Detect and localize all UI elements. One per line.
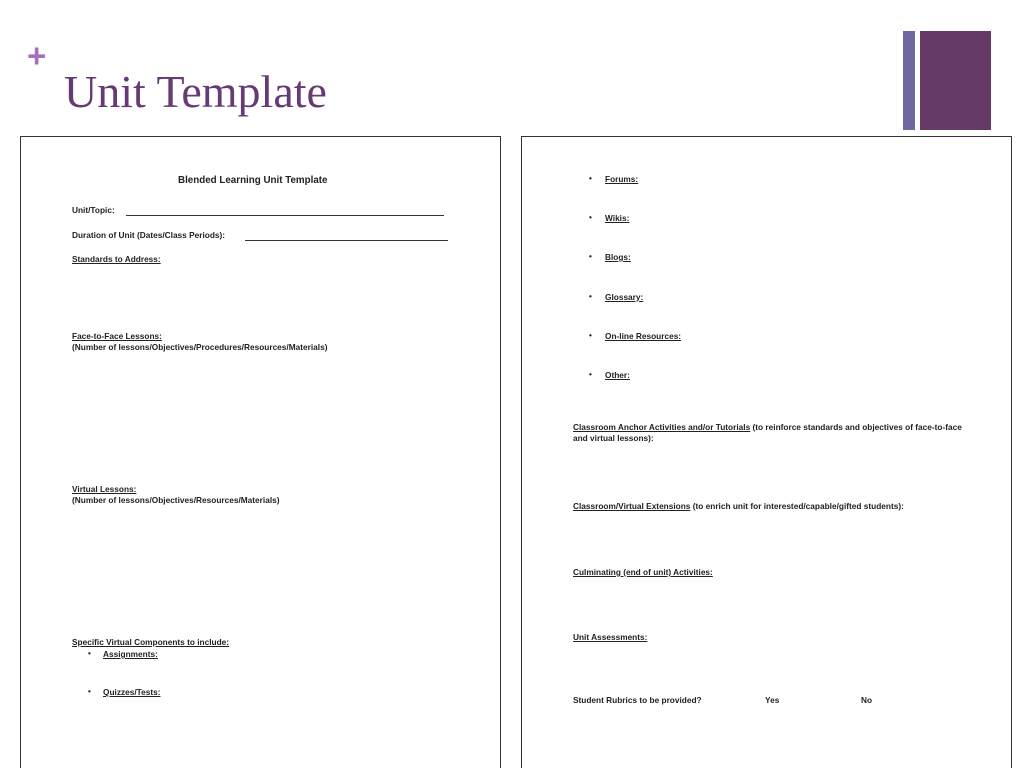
decorative-thick-bar <box>920 31 991 130</box>
assignments-item: Assignments: <box>103 649 158 659</box>
extensions-text <box>573 501 904 512</box>
decorative-thin-bar <box>903 31 915 130</box>
forums-item: Forums: <box>605 174 639 184</box>
bullet-icon: • <box>589 252 592 261</box>
standards-label: Standards to Address: <box>72 254 161 264</box>
anchor-activities-detail: (to reinforce standards and objectives of face-to-face and virtual lessons): <box>573 422 962 443</box>
bullet-icon: • <box>589 292 592 301</box>
slide-title: Unit Template <box>64 66 327 117</box>
unit-assessments-label: Unit Assessments: <box>573 632 648 642</box>
extensions-label: Classroom/Virtual Extensions <box>573 501 691 511</box>
wikis-item: Wikis: <box>605 213 630 223</box>
rubrics-no-option: No <box>861 695 873 705</box>
face-to-face-detail: (Number of lessons/Objectives/Procedures/Resources/Materials) <box>72 342 328 352</box>
bullet-icon: • <box>88 649 91 658</box>
blogs-item: Blogs: <box>605 252 631 262</box>
virtual-lessons-label: Virtual Lessons: <box>72 484 137 494</box>
duration-blank-line <box>245 240 448 241</box>
unit-topic-label: Unit/Topic: <box>72 205 115 215</box>
bullet-icon: • <box>589 174 592 183</box>
culminating-activities-label: Culminating (end of unit) Activities: <box>573 567 713 577</box>
bullet-icon: • <box>589 331 592 340</box>
student-rubrics-label: Student Rubrics to be provided? <box>573 695 702 705</box>
specific-components-label: Specific Virtual Components to include: <box>72 637 230 647</box>
right-document-page <box>521 136 1012 768</box>
glossary-item: Glossary: <box>605 292 644 302</box>
document-heading: Blended Learning Unit Template <box>178 175 328 186</box>
unit-topic-blank-line <box>126 215 444 216</box>
rubrics-yes-option: Yes <box>765 695 780 705</box>
plus-icon: + <box>27 37 47 74</box>
online-resources-item: On-line Resources: <box>605 331 682 341</box>
duration-label: Duration of Unit (Dates/Class Periods): <box>72 230 226 240</box>
left-document-page <box>20 136 501 768</box>
bullet-icon: • <box>589 213 592 222</box>
bullet-icon: • <box>88 687 91 696</box>
virtual-lessons-detail: (Number of lessons/Objectives/Resources/Materials) <box>72 495 280 505</box>
other-item: Other: <box>605 370 630 380</box>
extensions-detail: (to enrich unit for interested/capable/gifted students): <box>692 501 904 511</box>
face-to-face-label: Face-to-Face Lessons: <box>72 331 162 341</box>
quizzes-tests-item: Quizzes/Tests: <box>103 687 161 697</box>
bullet-icon: • <box>589 370 592 379</box>
anchor-activities-text <box>573 422 969 444</box>
anchor-activities-label: Classroom Anchor Activities and/or Tutorials <box>573 422 751 432</box>
